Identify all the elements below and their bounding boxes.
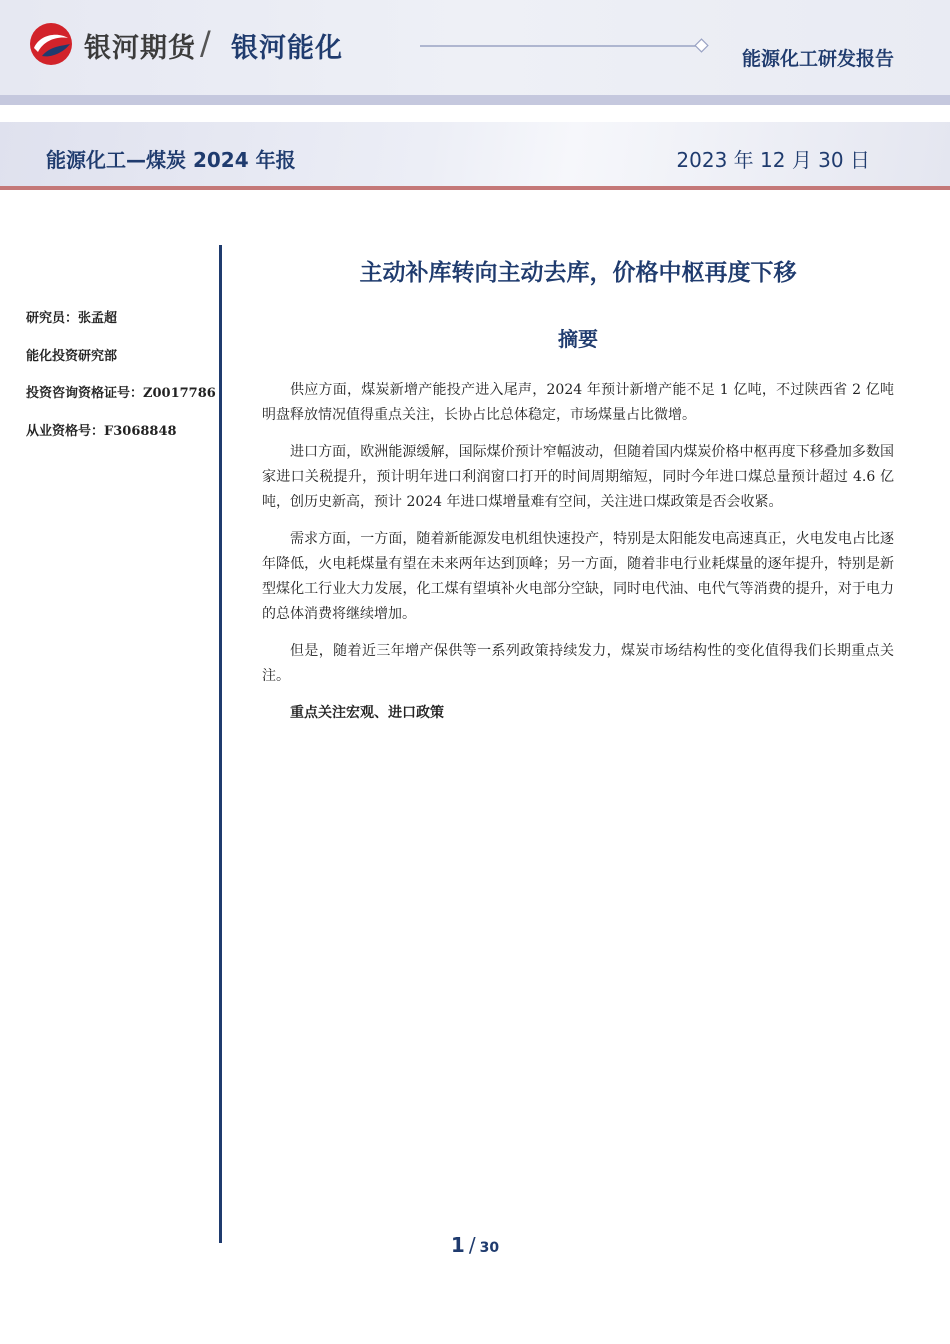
main-title: 主动补库转向主动去库，价格中枢再度下移 xyxy=(359,260,797,286)
page-total: 30 xyxy=(479,1240,500,1256)
galaxy-logo-icon xyxy=(28,22,74,66)
page-separator: / xyxy=(468,1233,476,1257)
report-date: 2023 年 12 月 30 日 xyxy=(676,148,870,172)
report-title: 能源化工—煤炭 2024 年报 xyxy=(46,148,296,172)
brand-sub-name: 银河能化 xyxy=(231,33,343,64)
consult-cert-number: 投资咨询资格证号：Z0017786 xyxy=(26,386,216,401)
section-title: 摘要 xyxy=(558,327,598,351)
header-decor-line xyxy=(420,38,710,54)
focus-line: 重点关注宏观、进口政策 xyxy=(290,705,444,721)
brand-separator: / xyxy=(200,24,211,62)
title-band-rule xyxy=(0,186,950,190)
column-divider xyxy=(219,245,222,1243)
paragraph-demand: 需求方面，一方面，随着新能源发电机组快速投产，特别是太阳能发电高速真正，火电发电占比逐年降低，火电耗煤量有望在未来两年达到顶峰；另一方面，随着非电行业耗煤量的逐年提升，特别是新型煤化工行业大力发展，化工煤有望填补火电部分空缺，同时电代油、电代气等消费的提升，对于电力的总体消费将继续增加。 xyxy=(262,531,894,622)
researcher-name: 研究员：张孟超 xyxy=(26,311,118,326)
report-type-label: 能源化工研发报告 xyxy=(741,48,894,70)
department-name: 能化投资研究部 xyxy=(26,348,118,364)
paragraph-supply: 供应方面，煤炭新增产能投产进入尾声，2024 年预计新增产能不足 1 亿吨，不过陕西省 2 亿吨明盘释放情况值得重点关注，长协占比总体稳定，市场煤量占比微增。 xyxy=(262,382,894,423)
page-current: 1 xyxy=(450,1233,465,1257)
header-divider xyxy=(0,95,950,105)
paragraph-import: 进口方面，欧洲能源缓解，国际煤价预计窄幅波动，但随着国内煤炭价格中枢再度下移叠加多数国家进口关税提升，预计明年进口利润窗口打开的时间周期缩短，同时今年进口煤总量预计超过 4.6 亿吨，创历史新高，预计 2024 年进口煤增量难有空间，关注进口煤政策是否会收紧。 xyxy=(262,444,894,510)
brand-name: 银河期货 xyxy=(84,33,196,64)
abstract-body xyxy=(262,378,894,738)
practice-cert-number: 从业资格号：F3068848 xyxy=(26,423,177,439)
author-info xyxy=(26,300,216,450)
page-number xyxy=(0,1233,950,1257)
paragraph-policy: 但是，随着近三年增产保供等一系列政策持续发力，煤炭市场结构性的变化值得我们长期重点关注。 xyxy=(262,643,894,684)
